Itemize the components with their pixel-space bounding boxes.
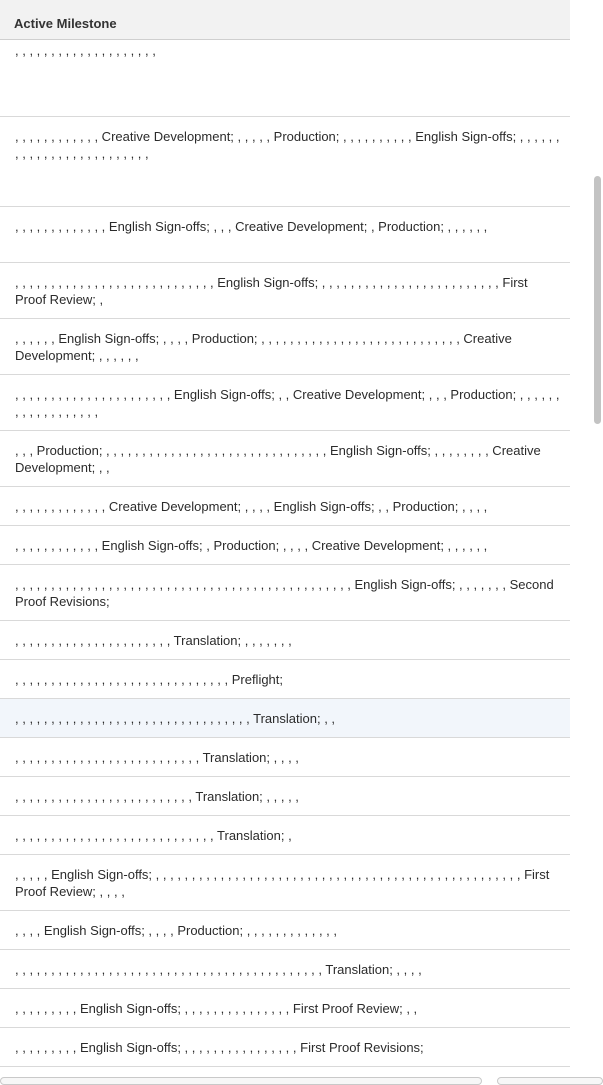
table-row[interactable] — [0, 950, 570, 989]
table-row[interactable] — [0, 526, 570, 565]
vertical-scrollbar-track[interactable] — [592, 0, 603, 1081]
column-header-label: Active Milestone — [14, 16, 117, 31]
table-row[interactable] — [0, 431, 570, 487]
table-row[interactable] — [0, 855, 570, 911]
row-cell-text: , , , , , , , , , , , , , , , , , , , , , , , , , , , , Translation; , — [15, 828, 292, 843]
row-cell-text: , , , , English Sign-offs; , , , , Production; , , , , , , , , , , , , , — [15, 923, 337, 938]
footer-left-control[interactable] — [0, 1077, 482, 1085]
row-cell-text: , , , , , , , , , , , , , English Sign-offs; , , , Creative Development; , Production; , , , , , , — [15, 219, 488, 234]
row-cell-text: , , , , , , , , , , , , , , , , , , , , , , , , , , , , , , , , , , , , , , , , , , , Translation; , , , , — [15, 962, 422, 977]
row-cell-text: , , , , , , , , , , , , , , , , , , , , , , , , , , Translation; , , , , — [15, 750, 299, 765]
table-row[interactable] — [0, 911, 570, 950]
row-cell-text: , , , , , , , , , , , , , , , , , , , , , , , , , , , , , , Preflight; — [15, 672, 284, 687]
row-cell-text: , , , Production; , , , , , , , , , , , , , , , , , , , , , , , , , , , , , , , English Sign-offs; , , , , , , , , Creative Development; , , — [15, 443, 541, 475]
table-row[interactable] — [0, 777, 570, 816]
column-header[interactable] — [0, 0, 570, 40]
row-cell-text: , , , , , , English Sign-offs; , , , , Production; , , , , , , , , , , , , , , , , , , , , , , , , , , , , Creative Development; , , , , , , — [15, 331, 512, 363]
row-cell-text: , , , , , , , , , , , , , , , , , , , , , , English Sign-offs; , , Creative Development; , , , Production; , , , , , , , , , , , , , , , , , , — [15, 387, 560, 419]
table-row[interactable] — [0, 375, 570, 431]
row-cell-text: , , , , , , , , , , , , English Sign-offs; , Production; , , , , Creative Development; , , , , , , — [15, 538, 488, 553]
table-row[interactable] — [0, 816, 570, 855]
row-cell-text: , , , , , , , , , , , , , , , , , , , , , , , , , Translation; , , , , , — [15, 789, 299, 804]
table-row[interactable] — [0, 738, 570, 777]
row-cell-text: , , , , , , , , , English Sign-offs; , , , , , , , , , , , , , , , First Proof Review; , , — [15, 1001, 418, 1016]
table-row[interactable] — [0, 263, 570, 319]
table-row[interactable] — [0, 207, 570, 263]
row-cell-text: , , , , , , , , , English Sign-offs; , , , , , , , , , , , , , , , , First Proof Revisions; — [15, 1040, 424, 1055]
table-row[interactable] — [0, 621, 570, 660]
row-cell-text: , , , , , , , , , , , , , , , , , , , , , , Translation; , , , , , , , — [15, 633, 292, 648]
table-row[interactable] — [0, 319, 570, 375]
row-cell-text: , , , , , , , , , , , , , , , , , , , , , , , , , , , , English Sign-offs; , , , , , , , , , , , , , , , , , , , , , , , , , First Proof Review; , — [15, 275, 528, 307]
row-cell-text: , , , , , , , , , , , , Creative Development; , , , , , Production; , , , , , , , , , , English Sign-offs; , , , , , , , , , , , , , , , , , , , , , , , , , — [15, 129, 560, 161]
row-cell-text: , , , , , , , , , , , , , , , , , , , , — [15, 43, 156, 58]
footer-right-control[interactable] — [497, 1077, 603, 1085]
row-cell-text: , , , , , , , , , , , , , , , , , , , , , , , , , , , , , , , , , , , , , , , , , , , , , , , English Sign-offs; , , , , , , , Second Proof Revisions; — [15, 577, 554, 609]
row-cell-text: , , , , , , , , , , , , , , , , , , , , , , , , , , , , , , , , , Translation; , , — [15, 711, 336, 726]
row-cell-text: , , , , , , , , , , , , , Creative Development; , , , , English Sign-offs; , , Production; , , , , — [15, 499, 488, 514]
table-row[interactable] — [0, 1028, 570, 1067]
table-row[interactable] — [0, 117, 570, 207]
table-row[interactable] — [0, 565, 570, 621]
table-row[interactable] — [0, 660, 570, 699]
table-row[interactable] — [0, 487, 570, 526]
table-row[interactable] — [0, 40, 570, 117]
row-cell-text: , , , , , English Sign-offs; , , , , , , , , , , , , , , , , , , , , , , , , , , , , , , , , , , , , , , , , , , , , , , , , , , , First Proof Review; , , , , — [15, 867, 550, 899]
vertical-scrollbar-thumb[interactable] — [594, 176, 601, 424]
table-row[interactable] — [0, 989, 570, 1028]
table-row-selected[interactable] — [0, 699, 570, 738]
